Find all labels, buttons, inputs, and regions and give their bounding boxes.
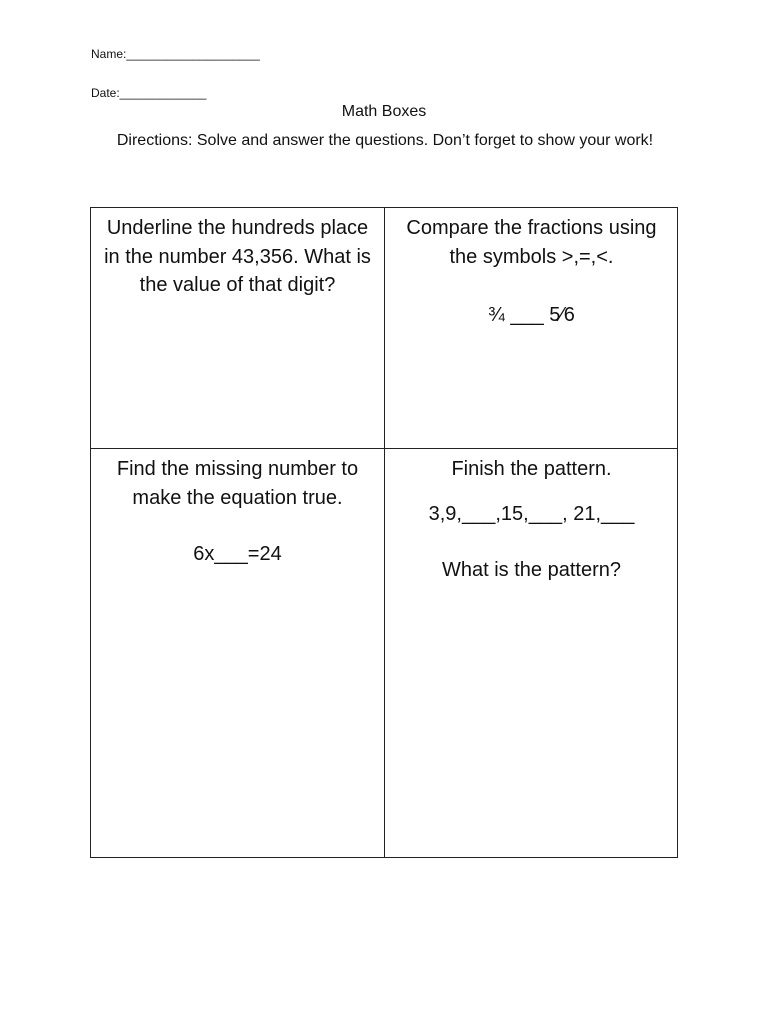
page-title: Math Boxes	[341, 103, 427, 120]
box-prompt: Underline the hundreds place in the number 43,356. What is the value of that digit?	[104, 217, 371, 296]
math-boxes-grid	[90, 207, 678, 858]
pattern-question: What is the pattern?	[442, 559, 621, 581]
box-hundreds-place	[91, 208, 384, 448]
fraction-comparison-expression: ¾ ___ 5⁄6	[488, 304, 575, 326]
directions-text: Directions: Solve and answer the questions. Don’t forget to show your work!	[116, 132, 654, 149]
equation-expression: 6x___=24	[193, 543, 282, 565]
box-prompt: Finish the pattern.	[451, 458, 612, 480]
box-finish-pattern	[385, 449, 678, 858]
date-field-line: Date:_____________	[91, 86, 207, 100]
box-missing-number	[91, 449, 384, 858]
box-compare-fractions	[385, 208, 678, 448]
name-field-line: Name:____________________	[91, 47, 260, 61]
box-prompt: Find the missing number to make the equation true.	[116, 458, 359, 509]
box-prompt: Compare the fractions using the symbols >,=,<.	[406, 217, 657, 268]
pattern-sequence: 3,9,___,15,___, 21,___	[428, 502, 635, 525]
